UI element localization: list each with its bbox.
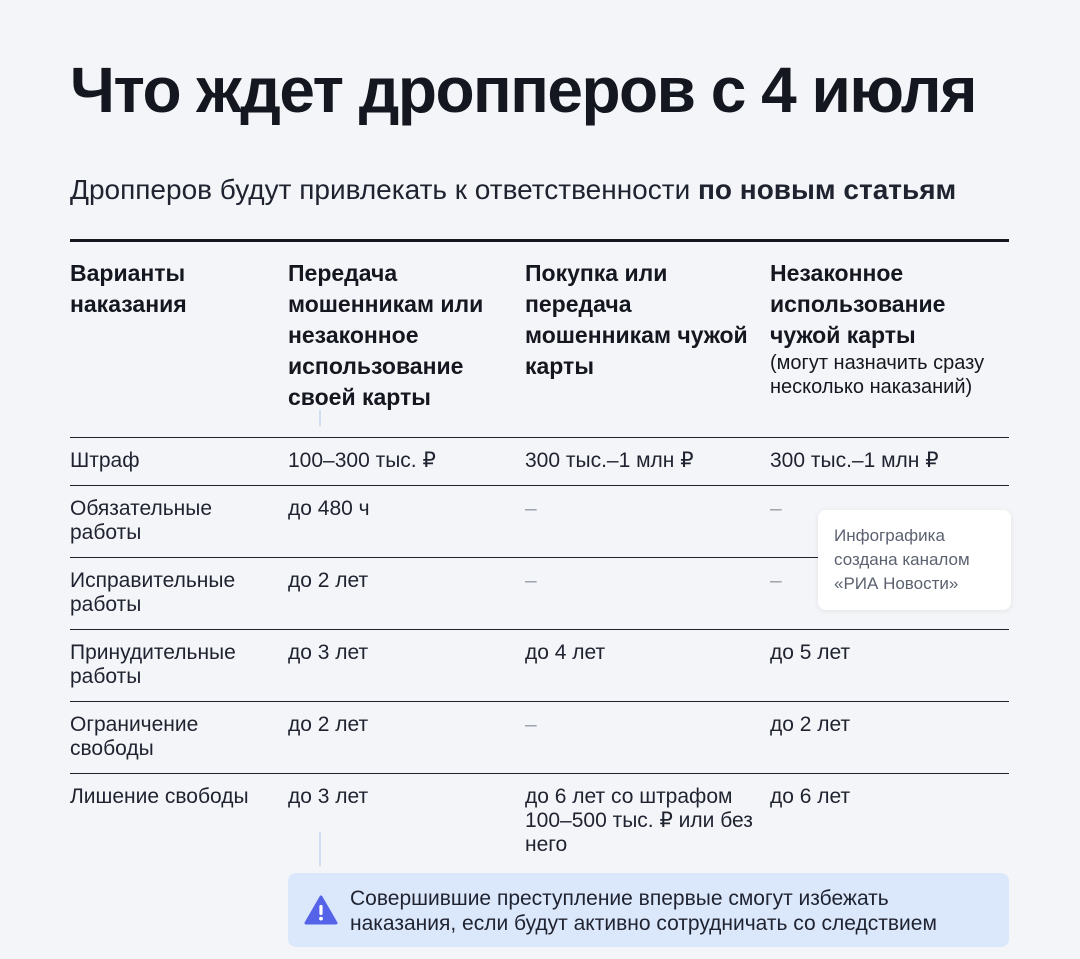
- table-row: [70, 774, 1009, 870]
- header-note: (могут назначить сразу несколько наказаний): [770, 352, 985, 398]
- callout-text: наказания, если будут активно сотрудничать со следствием: [350, 912, 937, 935]
- table-cell: до 4 лет: [525, 630, 770, 702]
- subtitle: [70, 172, 956, 208]
- table-cell: до 3 лет: [288, 774, 525, 870]
- table-row: [70, 630, 1009, 702]
- table-cell: до 2 лет: [288, 702, 525, 774]
- table-cell: до 2 лет: [288, 558, 525, 630]
- row-label: Лишение свободы: [70, 774, 288, 870]
- table-cell: –: [525, 486, 770, 558]
- row-label: Обязательные работы: [70, 486, 288, 558]
- row-label: Исправительные работы: [70, 558, 288, 630]
- watermark-line: создана каналом: [834, 550, 970, 569]
- row-label: Ограничение свободы: [70, 702, 288, 774]
- header-buy-card: [525, 241, 770, 438]
- table-cell: –: [770, 486, 1009, 558]
- table-cell: –: [525, 558, 770, 630]
- table-row: [70, 702, 1009, 774]
- header-label: Покупка или передача мошенникам чужой карты: [525, 260, 748, 379]
- table-cell: –: [770, 558, 1009, 630]
- table-row: [70, 438, 1009, 486]
- table-cell: 300 тыс.–1 млн ₽: [770, 438, 1009, 486]
- watermark-line: «РИА Новости»: [834, 574, 959, 593]
- subtitle-bold: по новым статьям: [698, 174, 957, 205]
- table-cell: до 6 лет со штрафом 100–500 тыс. ₽ или без него: [525, 774, 770, 870]
- callout-box: [288, 873, 1009, 947]
- header-own-card: [288, 241, 525, 438]
- table-cell: 300 тыс.–1 млн ₽: [525, 438, 770, 486]
- row-label: Принудительные работы: [70, 630, 288, 702]
- warning-icon: [304, 895, 338, 925]
- decorative-tick: [319, 832, 321, 866]
- subtitle-text: Дропперов будут привлекать к ответственности: [70, 174, 691, 205]
- row-label: Штраф: [70, 438, 288, 486]
- watermark-note: [818, 510, 1011, 610]
- header-label: Передача мошенникам или незаконное использование своей карты: [288, 260, 484, 410]
- watermark-line: Инфографика: [834, 526, 945, 545]
- table-cell: до 5 лет: [770, 630, 1009, 702]
- table-cell: 100–300 тыс. ₽: [288, 438, 525, 486]
- callout-text: Совершившие преступление впервые смогут избежать: [350, 887, 889, 910]
- table-header-row: [70, 241, 1009, 438]
- page-title: Что ждет дропперов с 4 июля: [70, 54, 976, 126]
- table-cell: до 480 ч: [288, 486, 525, 558]
- table-cell: до 2 лет: [770, 702, 1009, 774]
- header-foreign-card: [770, 241, 1009, 438]
- table-cell: до 3 лет: [288, 630, 525, 702]
- header-label: Незаконное использование чужой карты: [770, 260, 946, 348]
- decorative-tick: [319, 410, 321, 426]
- table-cell: до 6 лет: [770, 774, 1009, 870]
- table-cell: –: [525, 702, 770, 774]
- header-label: Варианты наказания: [70, 260, 187, 317]
- header-punishment-type: [70, 241, 288, 438]
